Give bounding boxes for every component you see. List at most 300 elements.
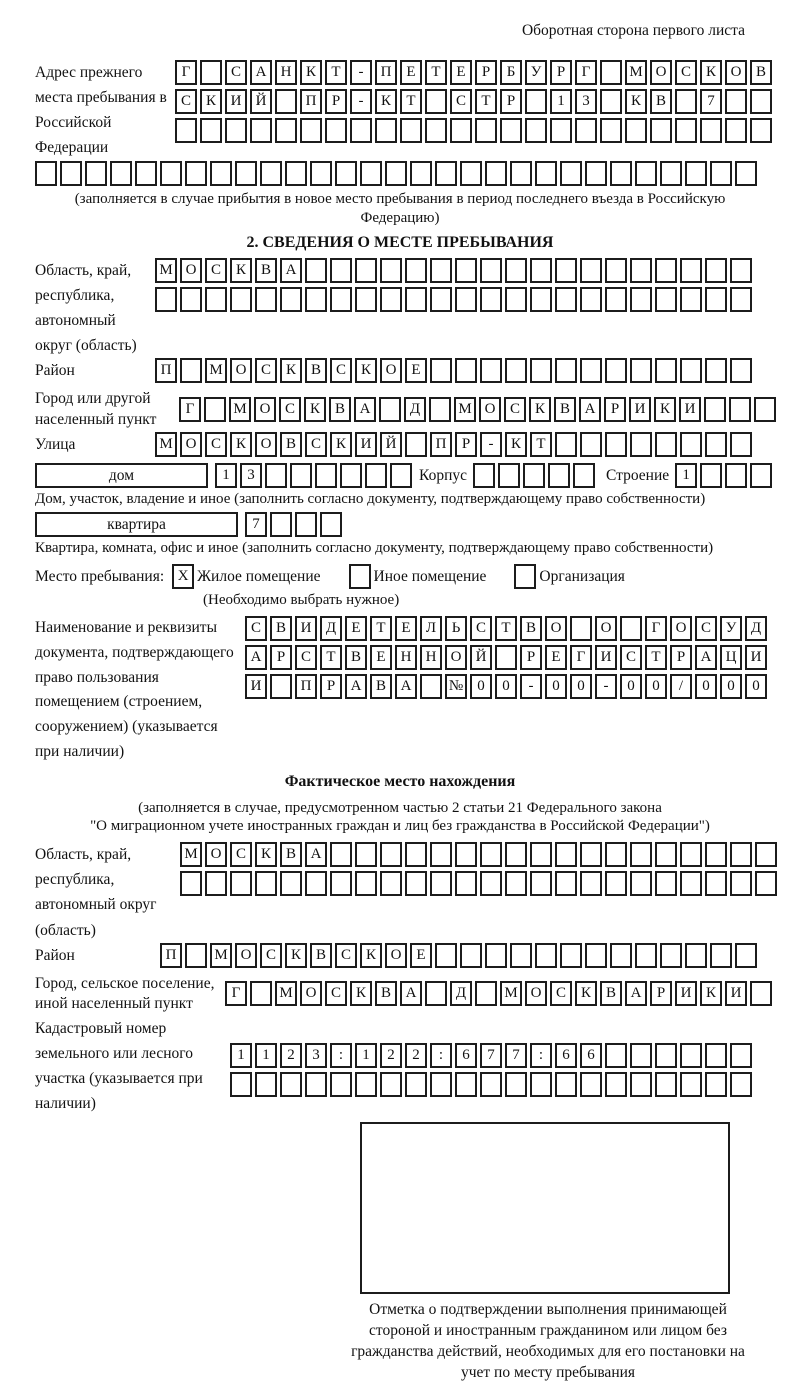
form-cell <box>205 871 227 896</box>
form-cell <box>365 463 387 488</box>
form-cell: Р <box>604 397 626 422</box>
dom-box: дом <box>35 463 208 488</box>
form-cell: С <box>205 432 227 457</box>
form-cell: К <box>625 89 647 114</box>
form-cell <box>475 118 497 143</box>
form-cell: К <box>330 432 352 457</box>
form-cell <box>680 1043 702 1068</box>
form-cell <box>330 842 352 867</box>
form-cell: Д <box>745 616 767 641</box>
form-cell <box>505 1072 527 1097</box>
form-cell: А <box>625 981 647 1006</box>
form-cell <box>135 161 157 186</box>
form-cell: С <box>695 616 717 641</box>
form-cell: М <box>454 397 476 422</box>
fact-note-line2: "О миграционном учете иностранных граждан и лиц без гражданства в Российской Федерации") <box>90 818 710 835</box>
form-cell: Р <box>320 674 342 699</box>
form-cell <box>725 89 747 114</box>
form-cell: О <box>255 432 277 457</box>
form-cell <box>355 1072 377 1097</box>
form-cell: 2 <box>380 1043 402 1068</box>
form-cell <box>705 1043 727 1068</box>
form-cell <box>605 287 627 312</box>
form-cell: Е <box>400 60 422 85</box>
rayon-label: Район <box>35 362 75 380</box>
form-cell <box>605 358 627 383</box>
form-cell <box>280 871 302 896</box>
form-cell: О <box>650 60 672 85</box>
stroenie-label: Строение <box>606 466 670 484</box>
form-cell <box>530 1072 552 1097</box>
form-cell: К <box>505 432 527 457</box>
form-cell <box>705 258 727 283</box>
form-cell: И <box>355 432 377 457</box>
form-cell: Т <box>370 616 392 641</box>
doc-block <box>35 616 765 765</box>
form-cell <box>730 258 752 283</box>
form-cell: Т <box>325 60 347 85</box>
form-cell: И <box>595 645 617 670</box>
form-cell: С <box>175 89 197 114</box>
form-cell: В <box>280 432 302 457</box>
doc-row-3 <box>245 674 770 699</box>
form-cell: Т <box>645 645 667 670</box>
form-cell <box>630 358 652 383</box>
form-cell <box>530 871 552 896</box>
form-cell <box>630 871 652 896</box>
form-cell: Р <box>270 645 292 670</box>
form-cell <box>600 118 622 143</box>
zhiloe-checkbox <box>172 564 197 589</box>
section2-title: 2. СВЕДЕНИЯ О МЕСТЕ ПРЕБЫВАНИЯ <box>246 233 554 251</box>
form-cell: С <box>295 645 317 670</box>
form-cell: В <box>520 616 542 641</box>
form-cell: О <box>230 358 252 383</box>
form-cell: В <box>650 89 672 114</box>
form-cell <box>430 871 452 896</box>
form-cell: 3 <box>240 463 262 488</box>
form-cell <box>425 981 447 1006</box>
form-cell <box>450 118 472 143</box>
form-cell <box>340 463 362 488</box>
form-cell: К <box>304 397 326 422</box>
form-cell: К <box>255 842 277 867</box>
form-cell: В <box>305 358 327 383</box>
form-cell: С <box>335 943 357 968</box>
form-cell <box>755 871 777 896</box>
form-cell: 1 <box>255 1043 277 1068</box>
form-cell <box>295 512 317 537</box>
form-cell <box>605 1072 627 1097</box>
form-cell: К <box>230 432 252 457</box>
mesto-note: (Необходимо выбрать нужное) <box>203 592 400 609</box>
form-cell: П <box>155 358 177 383</box>
form-cell <box>405 1072 427 1097</box>
doc-row-2 <box>245 645 770 670</box>
form-cell: Т <box>475 89 497 114</box>
fact-oblast-row-2 <box>180 871 780 896</box>
form-cell <box>530 258 552 283</box>
form-cell: 1 <box>355 1043 377 1068</box>
form-cell <box>180 358 202 383</box>
form-cell <box>180 287 202 312</box>
form-cell <box>429 397 451 422</box>
fact-gorod-label: Город, сельское поселение, иной населенный пункт <box>35 974 215 1012</box>
form-cell: Д <box>450 981 472 1006</box>
form-cell: Е <box>405 358 427 383</box>
form-cell <box>500 118 522 143</box>
form-cell <box>660 161 682 186</box>
form-cell: У <box>720 616 742 641</box>
form-cell <box>255 1072 277 1097</box>
form-cell <box>580 258 602 283</box>
form-cell: Г <box>225 981 247 1006</box>
form-cell <box>200 60 222 85</box>
form-cell: 7 <box>700 89 722 114</box>
prev-address-row-3 <box>175 118 775 143</box>
form-cell <box>630 842 652 867</box>
form-cell: / <box>670 674 692 699</box>
form-cell <box>710 943 732 968</box>
dom-cells <box>215 463 415 488</box>
form-cell: М <box>275 981 297 1006</box>
form-cell: М <box>155 432 177 457</box>
form-cell: 1 <box>550 89 572 114</box>
form-cell <box>380 842 402 867</box>
form-cell: С <box>245 616 267 641</box>
form-cell: О <box>670 616 692 641</box>
oblast-label: Область, край, республика, автономный округ (область) <box>35 261 137 355</box>
form-cell: У <box>525 60 547 85</box>
form-cell: К <box>375 89 397 114</box>
form-cell <box>155 287 177 312</box>
form-cell: К <box>230 258 252 283</box>
form-cell: Т <box>425 60 447 85</box>
form-cell <box>185 161 207 186</box>
form-cell <box>405 871 427 896</box>
form-cell <box>700 118 722 143</box>
form-cell <box>555 258 577 283</box>
form-cell <box>280 287 302 312</box>
form-cell <box>305 871 327 896</box>
form-cell <box>250 118 272 143</box>
form-cell: И <box>295 616 317 641</box>
form-cell: В <box>255 258 277 283</box>
form-cell: Г <box>570 645 592 670</box>
form-cell <box>680 1072 702 1097</box>
form-cell <box>510 943 532 968</box>
oblast-block <box>35 258 765 358</box>
fact-oblast-block <box>35 842 765 942</box>
prev-address-row-1 <box>175 60 775 85</box>
form-cell: Р <box>455 432 477 457</box>
form-cell <box>35 161 57 186</box>
form-cell: 6 <box>455 1043 477 1068</box>
form-cell <box>605 432 627 457</box>
form-cell <box>455 871 477 896</box>
org-checkbox <box>514 564 539 589</box>
kadastr-block <box>35 1016 765 1116</box>
form-cell: 1 <box>215 463 237 488</box>
form-cell <box>750 89 772 114</box>
form-cell: К <box>355 358 377 383</box>
form-cell: О <box>254 397 276 422</box>
form-cell: С <box>450 89 472 114</box>
form-cell <box>555 287 577 312</box>
form-cell <box>655 287 677 312</box>
form-cell <box>275 89 297 114</box>
form-cell: К <box>280 358 302 383</box>
form-cell <box>330 287 352 312</box>
inoe-checkbox <box>349 564 374 589</box>
form-cell <box>160 161 182 186</box>
form-cell: К <box>700 60 722 85</box>
form-cell <box>680 871 702 896</box>
form-cell: Е <box>370 645 392 670</box>
form-cell <box>285 161 307 186</box>
form-cell: С <box>225 60 247 85</box>
prev-address-row-2 <box>175 89 775 114</box>
form-cell: Р <box>650 981 672 1006</box>
form-cell: - <box>350 60 372 85</box>
form-cell: В <box>280 842 302 867</box>
form-cell: А <box>354 397 376 422</box>
form-cell <box>550 118 572 143</box>
form-cell: Р <box>670 645 692 670</box>
form-cell <box>330 871 352 896</box>
form-cell <box>430 842 452 867</box>
form-cell <box>505 358 527 383</box>
form-cell <box>255 871 277 896</box>
fact-oblast-label: Область, край, республика, автономный округ (область) <box>35 846 157 939</box>
form-cell <box>725 118 747 143</box>
form-cell <box>605 258 627 283</box>
form-cell <box>700 463 722 488</box>
form-cell <box>580 432 602 457</box>
form-cell <box>750 463 772 488</box>
form-cell <box>729 397 751 422</box>
form-cell: 3 <box>305 1043 327 1068</box>
form-cell <box>425 118 447 143</box>
form-cell: А <box>695 645 717 670</box>
form-cell: : <box>330 1043 352 1068</box>
form-cell: С <box>230 842 252 867</box>
form-cell: О <box>595 616 617 641</box>
fact-rayon-row <box>160 943 760 968</box>
prev-address-label: Адрес прежнего места пребывания в Российской Федерации <box>35 64 167 157</box>
form-cell: Е <box>395 616 417 641</box>
form-cell <box>250 981 272 1006</box>
form-cell <box>655 1072 677 1097</box>
form-cell <box>735 161 757 186</box>
form-cell: 0 <box>720 674 742 699</box>
form-cell <box>270 512 292 537</box>
form-cell <box>635 943 657 968</box>
form-cell: Н <box>275 60 297 85</box>
fact-title: Фактическое место нахождения <box>284 772 516 790</box>
gorod-row <box>179 397 779 422</box>
form-cell <box>305 287 327 312</box>
form-cell: С <box>504 397 526 422</box>
form-cell: Г <box>179 397 201 422</box>
form-cell <box>305 1072 327 1097</box>
form-cell: В <box>370 674 392 699</box>
form-cell <box>580 287 602 312</box>
form-cell: О <box>300 981 322 1006</box>
form-cell <box>200 118 222 143</box>
form-cell <box>505 287 527 312</box>
form-cell: Т <box>530 432 552 457</box>
form-cell: Е <box>345 616 367 641</box>
doc-row-1 <box>245 616 770 641</box>
form-cell: С <box>550 981 572 1006</box>
form-cell <box>625 118 647 143</box>
kvartira-block <box>35 512 765 537</box>
form-cell <box>514 564 536 589</box>
kadastr-row-2 <box>230 1072 755 1097</box>
form-cell: С <box>260 943 282 968</box>
kadastr-row-1 <box>230 1043 755 1068</box>
form-cell: Й <box>380 432 402 457</box>
form-cell: 0 <box>545 674 567 699</box>
form-cell: И <box>745 645 767 670</box>
kvartira-note: Квартира, комната, офис и иное (заполнить согласно документу, подтверждающему право собственности) <box>35 540 714 557</box>
form-cell <box>560 161 582 186</box>
form-cell: В <box>554 397 576 422</box>
form-cell: Й <box>250 89 272 114</box>
form-cell <box>730 358 752 383</box>
form-cell <box>405 842 427 867</box>
form-cell <box>705 842 727 867</box>
form-cell <box>580 842 602 867</box>
prev-address-block <box>35 60 765 160</box>
form-cell <box>754 397 776 422</box>
form-cell: С <box>330 358 352 383</box>
form-cell <box>315 463 337 488</box>
form-cell: К <box>300 60 322 85</box>
inoe-label: Иное помещение <box>373 568 487 586</box>
form-cell <box>335 161 357 186</box>
form-cell <box>710 161 732 186</box>
form-cell <box>704 397 726 422</box>
form-cell <box>485 943 507 968</box>
form-cell: В <box>345 645 367 670</box>
form-cell <box>580 1072 602 1097</box>
form-cell <box>495 645 517 670</box>
form-cell <box>730 871 752 896</box>
form-cell <box>349 564 371 589</box>
form-cell <box>510 161 532 186</box>
form-cell <box>505 258 527 283</box>
form-cell: 6 <box>555 1043 577 1068</box>
form-cell <box>655 358 677 383</box>
form-cell: А <box>245 645 267 670</box>
form-cell: К <box>285 943 307 968</box>
form-cell: М <box>625 60 647 85</box>
mesto-block <box>35 564 765 589</box>
form-cell <box>630 287 652 312</box>
form-cell <box>570 616 592 641</box>
form-cell <box>385 161 407 186</box>
form-cell: О <box>545 616 567 641</box>
form-cell <box>525 89 547 114</box>
form-cell: К <box>654 397 676 422</box>
form-cell <box>675 118 697 143</box>
form-cell: И <box>245 674 267 699</box>
form-cell <box>435 161 457 186</box>
form-cell <box>270 674 292 699</box>
form-cell: В <box>310 943 332 968</box>
form-cell: 0 <box>745 674 767 699</box>
form-cell: К <box>200 89 222 114</box>
form-cell <box>460 161 482 186</box>
form-cell <box>535 161 557 186</box>
form-cell: О <box>385 943 407 968</box>
form-cell <box>430 258 452 283</box>
form-cell: - <box>595 674 617 699</box>
form-cell <box>755 842 777 867</box>
form-cell: А <box>345 674 367 699</box>
rayon-row <box>155 358 755 383</box>
form-cell <box>655 1043 677 1068</box>
form-cell <box>530 287 552 312</box>
form-cell: 1 <box>230 1043 252 1068</box>
form-cell <box>480 258 502 283</box>
form-cell <box>635 161 657 186</box>
kadastr-label: Кадастровый номер земельного или лесного участка (указывается при наличии) <box>35 1019 203 1113</box>
dom-block <box>35 463 765 488</box>
form-cell: 7 <box>480 1043 502 1068</box>
form-cell: Г <box>175 60 197 85</box>
form-cell <box>455 258 477 283</box>
form-cell: Й <box>470 645 492 670</box>
fact-rayon-block <box>35 943 765 972</box>
form-cell <box>530 842 552 867</box>
form-cell <box>400 118 422 143</box>
form-cell <box>610 943 632 968</box>
kvartira-box: квартира <box>35 512 238 537</box>
form-cell <box>680 287 702 312</box>
form-cell: Е <box>450 60 472 85</box>
ulitsa-block <box>35 432 765 461</box>
form-cell: О <box>180 258 202 283</box>
form-cell <box>750 118 772 143</box>
form-cell: А <box>305 842 327 867</box>
form-cell <box>605 842 627 867</box>
form-cell <box>360 161 382 186</box>
form-cell <box>630 258 652 283</box>
form-cell: 0 <box>570 674 592 699</box>
form-cell: Н <box>420 645 442 670</box>
form-cell: А <box>395 674 417 699</box>
form-cell <box>435 943 457 968</box>
stamp-note: Отметка о подтверждении выполнения принимающей стороной и иностранным гражданином или лицом без гражданства действий, необходимых для его постановки на учет по месту пребывания <box>351 1301 745 1382</box>
gorod-block <box>35 389 765 429</box>
form-cell: М <box>205 358 227 383</box>
form-cell <box>430 287 452 312</box>
form-cell <box>650 118 672 143</box>
form-cell <box>375 118 397 143</box>
form-cell: Н <box>395 645 417 670</box>
form-cell <box>85 161 107 186</box>
form-cell: О <box>205 842 227 867</box>
form-cell: 2 <box>405 1043 427 1068</box>
form-cell: Ц <box>720 645 742 670</box>
fact-oblast-row-1 <box>180 842 780 867</box>
form-cell: О <box>180 432 202 457</box>
form-cell: Р <box>325 89 347 114</box>
form-cell: П <box>430 432 452 457</box>
